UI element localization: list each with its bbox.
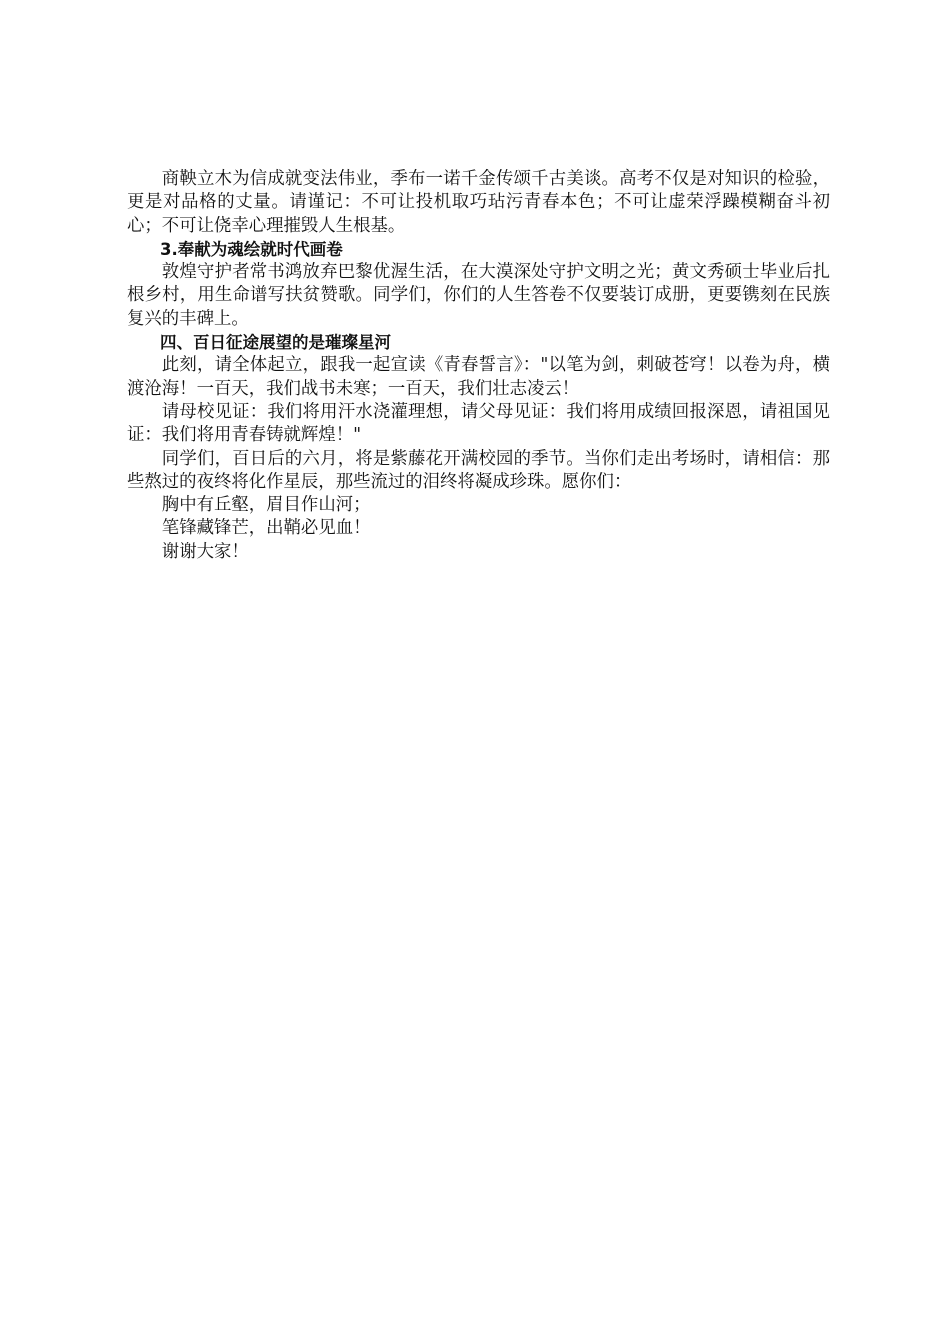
section-heading-dedication: 3.奉献为魂绘就时代画卷 bbox=[160, 239, 343, 259]
closing-thanks: 谢谢大家！ bbox=[161, 541, 249, 562]
section-heading-outlook: 四、百日征途展望的是璀璨星河 bbox=[160, 333, 391, 353]
paragraph-witness: 请母校见证：我们将用汗水浇灌理想，请父母见证：我们将用成绩回报深恩，请祖国见证：我们将用青春铸就辉煌！" bbox=[127, 401, 830, 446]
paragraph-integrity: 商鞅立木为信成就变法伟业，季布一诺千金传颂千古美谈。高考不仅是对知识的检验，更是对品格的丈量。请谨记：不可让投机取巧玷污青春本色；不可让虚荣浮躁模糊奋斗初心；不可让侥幸心理摧毁人生根基。 bbox=[127, 169, 830, 236]
verse-line-1: 胸中有丘壑，眉目作山河； bbox=[161, 495, 371, 516]
paragraph-dedication: 敦煌守护者常书鸿放弃巴黎优渥生活，在大漠深处守护文明之光；黄文秀硕士毕业后扎根乡村，用生命谱写扶贫赞歌。同学们，你们的人生答卷不仅要装订成册，更要镌刻在民族复兴的丰碑上。 bbox=[127, 262, 830, 329]
document-body bbox=[127, 168, 830, 564]
paragraph-oath: 此刻，请全体起立，跟我一起宣读《青春誓言》："以笔为剑，刺破苍穹！以卷为舟，横渡沧海！一百天，我们战书未寒；一百天，我们壮志凌云！ bbox=[127, 355, 830, 399]
verse-line-2: 笔锋藏锋芒，出鞘必见血！ bbox=[161, 518, 371, 539]
paragraph-june: 同学们，百日后的六月，将是紫藤花开满校园的季节。当你们走出考场时，请相信：那些熬过的夜终将化作星辰，那些流过的泪终将凝成珍珠。愿你们： bbox=[127, 448, 830, 492]
